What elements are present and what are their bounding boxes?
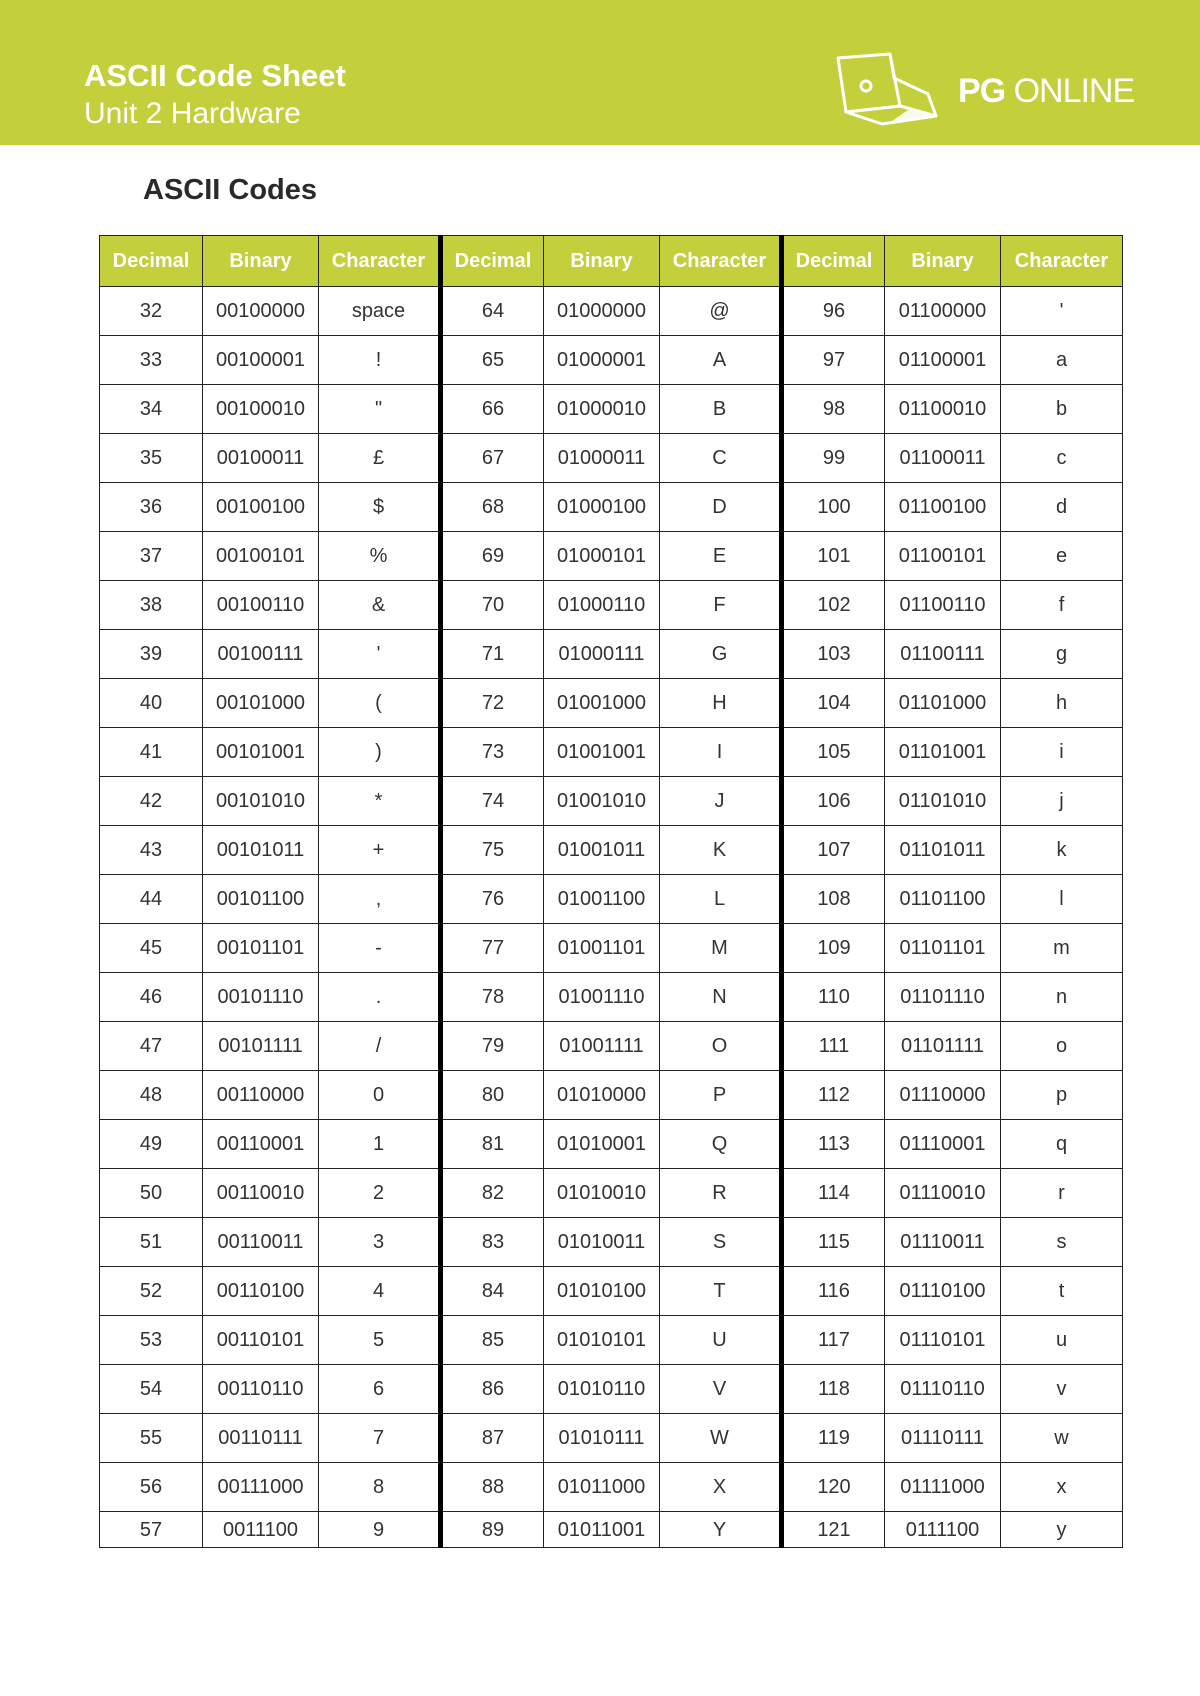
character-cell: a — [1001, 336, 1123, 385]
binary-cell: 01001110 — [544, 973, 660, 1022]
decimal-cell: 84 — [441, 1267, 544, 1316]
binary-cell: 00100001 — [203, 336, 319, 385]
binary-cell: 00101101 — [203, 924, 319, 973]
table-row — [100, 1169, 1123, 1218]
decimal-cell: 34 — [100, 385, 203, 434]
character-cell: L — [660, 875, 782, 924]
decimal-cell: 57 — [100, 1512, 203, 1548]
character-cell: B — [660, 385, 782, 434]
decimal-cell: 51 — [100, 1218, 203, 1267]
character-cell: ! — [319, 336, 441, 385]
decimal-cell: 43 — [100, 826, 203, 875]
decimal-cell: 113 — [782, 1120, 885, 1169]
decimal-cell: 66 — [441, 385, 544, 434]
character-cell: 4 — [319, 1267, 441, 1316]
binary-cell: 01110011 — [885, 1218, 1001, 1267]
table-row — [100, 1071, 1123, 1120]
binary-cell: 01001101 — [544, 924, 660, 973]
binary-cell: 01101100 — [885, 875, 1001, 924]
binary-cell: 01000011 — [544, 434, 660, 483]
table-row — [100, 973, 1123, 1022]
decimal-cell: 36 — [100, 483, 203, 532]
character-cell: C — [660, 434, 782, 483]
decimal-cell: 52 — [100, 1267, 203, 1316]
table-row — [100, 826, 1123, 875]
binary-cell: 00110011 — [203, 1218, 319, 1267]
binary-cell: 01101101 — [885, 924, 1001, 973]
decimal-cell: 68 — [441, 483, 544, 532]
decimal-cell: 56 — [100, 1463, 203, 1512]
table-row — [100, 1022, 1123, 1071]
binary-cell: 00101111 — [203, 1022, 319, 1071]
character-cell: £ — [319, 434, 441, 483]
character-cell: y — [1001, 1512, 1123, 1548]
decimal-cell: 76 — [441, 875, 544, 924]
character-cell: r — [1001, 1169, 1123, 1218]
binary-cell: 01000010 — [544, 385, 660, 434]
binary-cell: 01000110 — [544, 581, 660, 630]
character-cell: E — [660, 532, 782, 581]
character-cell: n — [1001, 973, 1123, 1022]
binary-cell: 0011100 — [203, 1512, 319, 1548]
character-cell: space — [319, 287, 441, 336]
decimal-cell: 96 — [782, 287, 885, 336]
binary-cell: 01001111 — [544, 1022, 660, 1071]
character-cell: X — [660, 1463, 782, 1512]
decimal-cell: 53 — [100, 1316, 203, 1365]
character-cell: K — [660, 826, 782, 875]
character-cell: F — [660, 581, 782, 630]
decimal-cell: 80 — [441, 1071, 544, 1120]
binary-cell: 01110110 — [885, 1365, 1001, 1414]
decimal-cell: 83 — [441, 1218, 544, 1267]
character-cell: u — [1001, 1316, 1123, 1365]
decimal-cell: 39 — [100, 630, 203, 679]
character-cell: ) — [319, 728, 441, 777]
binary-cell: 01100101 — [885, 532, 1001, 581]
decimal-cell: 41 — [100, 728, 203, 777]
character-cell: * — [319, 777, 441, 826]
binary-cell: 01001100 — [544, 875, 660, 924]
sheet-title: ASCII Code Sheet — [84, 58, 346, 93]
character-cell: 3 — [319, 1218, 441, 1267]
decimal-cell: 75 — [441, 826, 544, 875]
character-cell: 5 — [319, 1316, 441, 1365]
binary-cell: 01011000 — [544, 1463, 660, 1512]
character-cell: % — [319, 532, 441, 581]
decimal-cell: 73 — [441, 728, 544, 777]
character-cell: p — [1001, 1071, 1123, 1120]
binary-cell: 01001001 — [544, 728, 660, 777]
binary-cell: 00111000 — [203, 1463, 319, 1512]
character-cell: I — [660, 728, 782, 777]
table-row — [100, 483, 1123, 532]
character-cell: Y — [660, 1512, 782, 1548]
character-cell: m — [1001, 924, 1123, 973]
character-cell: d — [1001, 483, 1123, 532]
table-row — [100, 1463, 1123, 1512]
binary-cell: 00110100 — [203, 1267, 319, 1316]
decimal-cell: 32 — [100, 287, 203, 336]
decimal-cell: 112 — [782, 1071, 885, 1120]
character-cell: 6 — [319, 1365, 441, 1414]
character-cell: W — [660, 1414, 782, 1463]
decimal-cell: 69 — [441, 532, 544, 581]
decimal-cell: 108 — [782, 875, 885, 924]
table-row — [100, 581, 1123, 630]
binary-cell: 01100110 — [885, 581, 1001, 630]
decimal-cell: 105 — [782, 728, 885, 777]
binary-cell: 01010000 — [544, 1071, 660, 1120]
column-header: Binary — [885, 236, 1001, 287]
column-header: Character — [1001, 236, 1123, 287]
binary-cell: 00100111 — [203, 630, 319, 679]
binary-cell: 01101111 — [885, 1022, 1001, 1071]
decimal-cell: 87 — [441, 1414, 544, 1463]
binary-cell: 00101000 — [203, 679, 319, 728]
binary-cell: 00100000 — [203, 287, 319, 336]
binary-cell: 01110101 — [885, 1316, 1001, 1365]
character-cell: w — [1001, 1414, 1123, 1463]
decimal-cell: 121 — [782, 1512, 885, 1548]
binary-cell: 00101010 — [203, 777, 319, 826]
character-cell: 0 — [319, 1071, 441, 1120]
binary-cell: 01000001 — [544, 336, 660, 385]
decimal-cell: 107 — [782, 826, 885, 875]
character-cell: G — [660, 630, 782, 679]
decimal-cell: 47 — [100, 1022, 203, 1071]
decimal-cell: 45 — [100, 924, 203, 973]
table-row — [100, 924, 1123, 973]
decimal-cell: 44 — [100, 875, 203, 924]
decimal-cell: 103 — [782, 630, 885, 679]
table-row — [100, 630, 1123, 679]
binary-cell: 01001011 — [544, 826, 660, 875]
binary-cell: 00110010 — [203, 1169, 319, 1218]
character-cell: e — [1001, 532, 1123, 581]
decimal-cell: 109 — [782, 924, 885, 973]
binary-cell: 00101001 — [203, 728, 319, 777]
character-cell: g — [1001, 630, 1123, 679]
table-row — [100, 532, 1123, 581]
decimal-cell: 71 — [441, 630, 544, 679]
decimal-cell: 50 — [100, 1169, 203, 1218]
column-header: Decimal — [441, 236, 544, 287]
binary-cell: 01100111 — [885, 630, 1001, 679]
binary-cell: 01100000 — [885, 287, 1001, 336]
character-cell: $ — [319, 483, 441, 532]
decimal-cell: 48 — [100, 1071, 203, 1120]
character-cell: H — [660, 679, 782, 728]
table-row — [100, 777, 1123, 826]
character-cell: 8 — [319, 1463, 441, 1512]
decimal-cell: 46 — [100, 973, 203, 1022]
decimal-cell: 99 — [782, 434, 885, 483]
decimal-cell: 118 — [782, 1365, 885, 1414]
character-cell: N — [660, 973, 782, 1022]
binary-cell: 00110001 — [203, 1120, 319, 1169]
binary-cell: 01010011 — [544, 1218, 660, 1267]
table-row — [100, 1267, 1123, 1316]
decimal-cell: 111 — [782, 1022, 885, 1071]
binary-cell: 01010111 — [544, 1414, 660, 1463]
table-row — [100, 1120, 1123, 1169]
binary-cell: 01110001 — [885, 1120, 1001, 1169]
character-cell: h — [1001, 679, 1123, 728]
decimal-cell: 70 — [441, 581, 544, 630]
binary-cell: 01100011 — [885, 434, 1001, 483]
binary-cell: 01101011 — [885, 826, 1001, 875]
character-cell: V — [660, 1365, 782, 1414]
decimal-cell: 72 — [441, 679, 544, 728]
decimal-cell: 54 — [100, 1365, 203, 1414]
binary-cell: 01100001 — [885, 336, 1001, 385]
table-row — [100, 875, 1123, 924]
table-row — [100, 1365, 1123, 1414]
character-cell: l — [1001, 875, 1123, 924]
decimal-cell: 81 — [441, 1120, 544, 1169]
column-header: Character — [319, 236, 441, 287]
character-cell: P — [660, 1071, 782, 1120]
binary-cell: 00100110 — [203, 581, 319, 630]
character-cell: D — [660, 483, 782, 532]
binary-cell: 00101011 — [203, 826, 319, 875]
decimal-cell: 55 — [100, 1414, 203, 1463]
table-row — [100, 679, 1123, 728]
decimal-cell: 102 — [782, 581, 885, 630]
binary-cell: 00110111 — [203, 1414, 319, 1463]
column-header: Decimal — [100, 236, 203, 287]
decimal-cell: 33 — [100, 336, 203, 385]
decimal-cell: 74 — [441, 777, 544, 826]
character-cell: x — [1001, 1463, 1123, 1512]
decimal-cell: 114 — [782, 1169, 885, 1218]
character-cell: 2 — [319, 1169, 441, 1218]
decimal-cell: 106 — [782, 777, 885, 826]
binary-cell: 01010110 — [544, 1365, 660, 1414]
ascii-table — [99, 235, 1123, 1548]
header-banner — [0, 0, 1200, 145]
decimal-cell: 67 — [441, 434, 544, 483]
decimal-cell: 86 — [441, 1365, 544, 1414]
binary-cell: 01101001 — [885, 728, 1001, 777]
character-cell: b — [1001, 385, 1123, 434]
character-cell: c — [1001, 434, 1123, 483]
character-cell: q — [1001, 1120, 1123, 1169]
binary-cell: 01110000 — [885, 1071, 1001, 1120]
character-cell: ' — [319, 630, 441, 679]
binary-cell: 00100011 — [203, 434, 319, 483]
decimal-cell: 35 — [100, 434, 203, 483]
table-row — [100, 1316, 1123, 1365]
character-cell: ' — [1001, 287, 1123, 336]
binary-cell: 01101110 — [885, 973, 1001, 1022]
character-cell: + — [319, 826, 441, 875]
table-row — [100, 1414, 1123, 1463]
binary-cell: 00100010 — [203, 385, 319, 434]
character-cell: ( — [319, 679, 441, 728]
character-cell: U — [660, 1316, 782, 1365]
character-cell: / — [319, 1022, 441, 1071]
decimal-cell: 64 — [441, 287, 544, 336]
binary-cell: 00100100 — [203, 483, 319, 532]
character-cell: M — [660, 924, 782, 973]
logo-wordmark: PG ONLINE — [958, 72, 1135, 110]
binary-cell: 01001000 — [544, 679, 660, 728]
section-title: ASCII Codes — [143, 174, 318, 206]
binary-cell: 01110100 — [885, 1267, 1001, 1316]
binary-cell: 01010101 — [544, 1316, 660, 1365]
binary-cell: 01000101 — [544, 532, 660, 581]
table-row — [100, 728, 1123, 777]
decimal-cell: 110 — [782, 973, 885, 1022]
decimal-cell: 104 — [782, 679, 885, 728]
character-cell: O — [660, 1022, 782, 1071]
binary-cell: 01001010 — [544, 777, 660, 826]
decimal-cell: 82 — [441, 1169, 544, 1218]
binary-cell: 01100100 — [885, 483, 1001, 532]
character-cell: o — [1001, 1022, 1123, 1071]
character-cell: . — [319, 973, 441, 1022]
column-header: Character — [660, 236, 782, 287]
decimal-cell: 97 — [782, 336, 885, 385]
character-cell: J — [660, 777, 782, 826]
character-cell: j — [1001, 777, 1123, 826]
character-cell: R — [660, 1169, 782, 1218]
character-cell: @ — [660, 287, 782, 336]
decimal-cell: 49 — [100, 1120, 203, 1169]
character-cell: 7 — [319, 1414, 441, 1463]
binary-cell: 01110111 — [885, 1414, 1001, 1463]
table-row — [100, 434, 1123, 483]
decimal-cell: 100 — [782, 483, 885, 532]
binary-cell: 01100010 — [885, 385, 1001, 434]
character-cell: - — [319, 924, 441, 973]
character-cell: k — [1001, 826, 1123, 875]
binary-cell: 00101100 — [203, 875, 319, 924]
table-row — [100, 336, 1123, 385]
column-header: Binary — [544, 236, 660, 287]
character-cell: A — [660, 336, 782, 385]
decimal-cell: 78 — [441, 973, 544, 1022]
character-cell: t — [1001, 1267, 1123, 1316]
table-header-row — [100, 236, 1123, 287]
decimal-cell: 85 — [441, 1316, 544, 1365]
binary-cell: 00110101 — [203, 1316, 319, 1365]
binary-cell: 01011001 — [544, 1512, 660, 1548]
decimal-cell: 79 — [441, 1022, 544, 1071]
character-cell: f — [1001, 581, 1123, 630]
table-row — [100, 1512, 1123, 1548]
sheet-subtitle: Unit 2 Hardware — [84, 97, 301, 130]
pg-online-logo — [832, 50, 1135, 130]
binary-cell: 0111100 — [885, 1512, 1001, 1548]
decimal-cell: 120 — [782, 1463, 885, 1512]
binary-cell: 01010001 — [544, 1120, 660, 1169]
character-cell: s — [1001, 1218, 1123, 1267]
decimal-cell: 88 — [441, 1463, 544, 1512]
decimal-cell: 37 — [100, 532, 203, 581]
decimal-cell: 77 — [441, 924, 544, 973]
column-header: Decimal — [782, 236, 885, 287]
binary-cell: 01000000 — [544, 287, 660, 336]
character-cell: , — [319, 875, 441, 924]
character-cell: S — [660, 1218, 782, 1267]
character-cell: 9 — [319, 1512, 441, 1548]
table-row — [100, 287, 1123, 336]
binary-cell: 01101010 — [885, 777, 1001, 826]
character-cell: 1 — [319, 1120, 441, 1169]
column-header: Binary — [203, 236, 319, 287]
binary-cell: 00101110 — [203, 973, 319, 1022]
character-cell: " — [319, 385, 441, 434]
decimal-cell: 65 — [441, 336, 544, 385]
character-cell: & — [319, 581, 441, 630]
binary-cell: 00100101 — [203, 532, 319, 581]
binary-cell: 01111000 — [885, 1463, 1001, 1512]
binary-cell: 01010100 — [544, 1267, 660, 1316]
binary-cell: 01000100 — [544, 483, 660, 532]
decimal-cell: 38 — [100, 581, 203, 630]
character-cell: Q — [660, 1120, 782, 1169]
table-row — [100, 385, 1123, 434]
decimal-cell: 115 — [782, 1218, 885, 1267]
decimal-cell: 117 — [782, 1316, 885, 1365]
character-cell: v — [1001, 1365, 1123, 1414]
decimal-cell: 40 — [100, 679, 203, 728]
binary-cell: 00110110 — [203, 1365, 319, 1414]
decimal-cell: 119 — [782, 1414, 885, 1463]
decimal-cell: 89 — [441, 1512, 544, 1548]
binary-cell: 01000111 — [544, 630, 660, 679]
decimal-cell: 42 — [100, 777, 203, 826]
binary-cell: 01110010 — [885, 1169, 1001, 1218]
decimal-cell: 116 — [782, 1267, 885, 1316]
binary-cell: 01101000 — [885, 679, 1001, 728]
binary-cell: 00110000 — [203, 1071, 319, 1120]
decimal-cell: 101 — [782, 532, 885, 581]
laptop-icon — [832, 50, 944, 130]
character-cell: T — [660, 1267, 782, 1316]
binary-cell: 01010010 — [544, 1169, 660, 1218]
decimal-cell: 98 — [782, 385, 885, 434]
character-cell: i — [1001, 728, 1123, 777]
table-row — [100, 1218, 1123, 1267]
